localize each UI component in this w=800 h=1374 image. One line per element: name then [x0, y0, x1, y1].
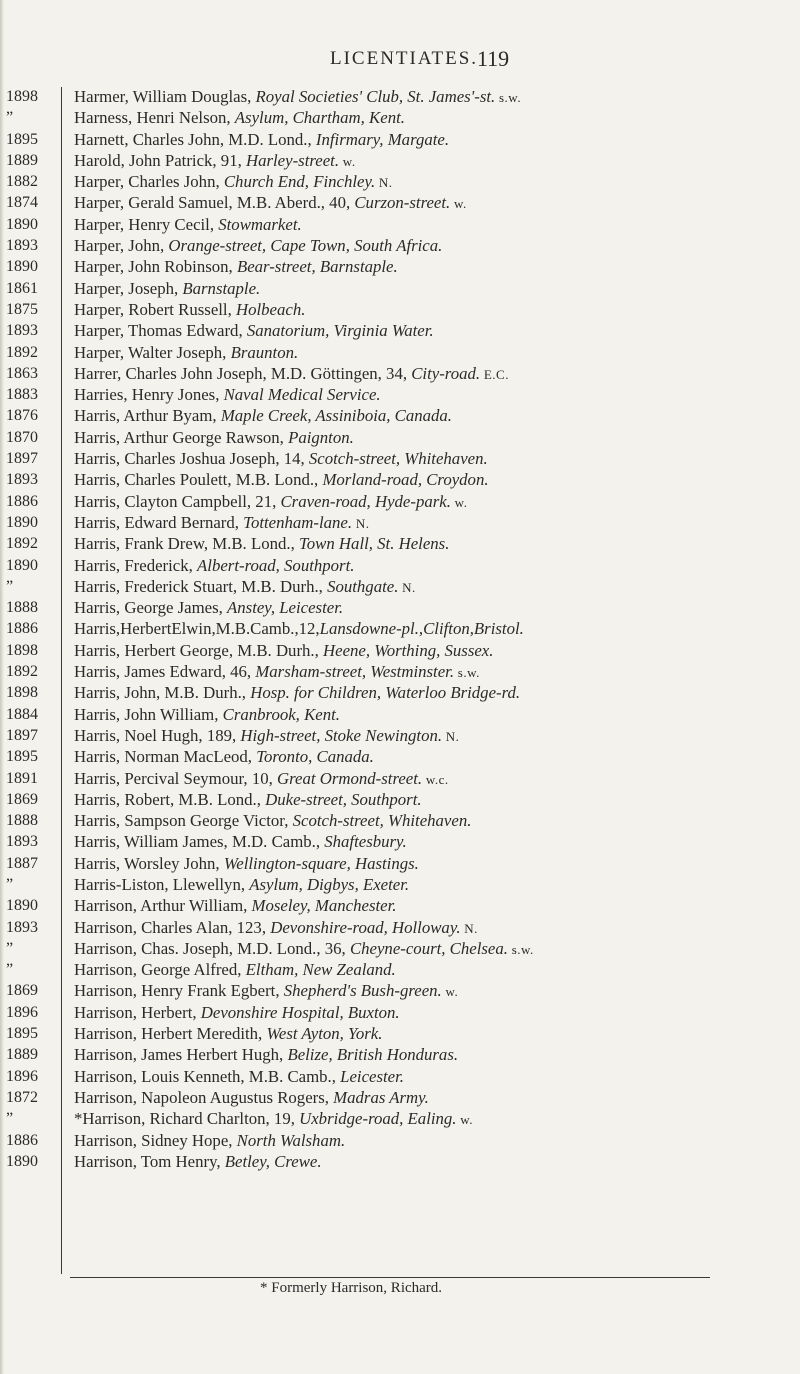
entry-year: 1883: [6, 386, 38, 404]
list-item: [74, 959, 789, 980]
entry-district: w.: [450, 196, 467, 212]
entry-location: Stowmarket.: [218, 214, 302, 234]
list-item: [74, 640, 789, 661]
list-item: [74, 682, 789, 703]
entry-year: 1874: [6, 194, 38, 212]
entry-name: Harrer, Charles John Joseph, M.D. Göttingen, 34,: [74, 363, 412, 383]
list-item: [74, 363, 789, 384]
list-item: [74, 810, 789, 831]
list-item: [74, 1151, 789, 1172]
entry-name: Harris, Noel Hugh, 189,: [74, 725, 241, 745]
entry-year: 1888: [6, 599, 38, 617]
entry-location: Eltham, New Zealand.: [245, 960, 396, 980]
list-item: [74, 214, 789, 235]
entry-location: Madras Army.: [333, 1087, 429, 1107]
entry-year: 1872: [6, 1088, 38, 1106]
entry-location: Harley-street.: [245, 150, 340, 170]
entry-year: ”: [6, 875, 14, 893]
entry-district: N.: [460, 920, 478, 936]
entry-district: w.: [450, 494, 468, 510]
column-divider: [61, 87, 62, 1274]
list-item: [74, 1108, 789, 1129]
list-item: [74, 533, 789, 554]
entry-year: ”: [6, 109, 14, 127]
list-item: [74, 1002, 789, 1023]
entry-district: N.: [442, 728, 460, 744]
list-item: [74, 597, 789, 618]
entry-location: City-road.: [411, 363, 481, 383]
entry-district: E.C.: [480, 366, 509, 382]
entry-name: Harries, Henry Jones,: [74, 385, 224, 405]
entry-name: Harris, Frederick Stuart, M.B. Durh.,: [74, 576, 328, 596]
entry-name: Harrison, Chas. Joseph, M.D. Lond., 36,: [74, 938, 350, 958]
entry-name: Harrison, George Alfred,: [74, 960, 246, 980]
entry-location: Orange-street, Cape Town, South Africa.: [168, 236, 443, 256]
entry-location: Great Ormond-street.: [277, 768, 423, 788]
entry-district: w.: [339, 153, 356, 169]
entry-name: Harrison, Henry Frank Egbert,: [74, 981, 284, 1001]
list-item: [74, 512, 789, 533]
entry-year: 1876: [6, 407, 38, 425]
entry-location: Belize, British Honduras.: [287, 1045, 459, 1065]
list-item: [74, 1023, 789, 1044]
entry-year: 1875: [6, 300, 38, 318]
entry-location: North Walsham.: [236, 1130, 346, 1150]
entry-location: High-street, Stoke Newington.: [240, 725, 443, 745]
list-item: [74, 725, 789, 746]
list-item: [74, 874, 789, 895]
entry-district: s.w.: [495, 90, 522, 105]
entry-year: 1870: [6, 428, 38, 446]
entry-name: Harris, Sampson George Victor,: [74, 811, 293, 831]
entry-year: ”: [6, 939, 14, 957]
entry-district: w.: [441, 984, 459, 1000]
entry-name: Harris, Percival Seymour, 10,: [74, 768, 277, 788]
entry-location: Sanatorium, Virginia Water.: [246, 321, 434, 341]
entry-year: 1863: [6, 364, 38, 382]
entry-name: Harper, Gerald Samuel, M.B. Aberd., 40,: [74, 193, 355, 213]
list-item: [74, 768, 789, 789]
list-item: [74, 661, 789, 682]
list-item: [74, 789, 789, 810]
entry-location: Shepherd's Bush-green.: [283, 981, 442, 1001]
footnote-divider: [70, 1277, 710, 1278]
list-item: [74, 1044, 789, 1065]
entry-district: w.: [456, 1112, 474, 1128]
list-item: [74, 938, 789, 959]
entry-location: Church End, Finchley.: [223, 172, 376, 192]
entry-name: Harmer, William Douglas,: [74, 87, 256, 106]
entry-location: Betley, Crewe.: [224, 1151, 322, 1171]
entry-location: Devonshire Hospital, Buxton.: [200, 1002, 400, 1022]
entry-year: 1869: [6, 790, 38, 808]
entry-year: 1884: [6, 705, 38, 723]
entry-location: Paignton.: [288, 427, 354, 447]
entry-name: Harrison, Sidney Hope,: [74, 1130, 237, 1150]
entry-year: 1891: [6, 769, 38, 787]
list-item: [74, 384, 789, 405]
entry-location: Shaftesbury.: [324, 832, 407, 852]
entry-year: 1890: [6, 215, 38, 233]
entry-name: Harris, John, M.B. Durh.,: [74, 683, 251, 703]
entry-year: 1895: [6, 1025, 38, 1043]
page-header: [0, 40, 800, 70]
entry-name: Harris, Clayton Campbell, 21,: [74, 491, 281, 511]
entry-district: N.: [352, 515, 370, 531]
entry-name: Harris, Worsley John,: [74, 853, 224, 873]
list-item: [74, 427, 789, 448]
page-title: LICENTIATES.: [330, 48, 479, 69]
list-item: [74, 299, 789, 320]
page-number: 119: [477, 46, 510, 71]
list-item: [74, 448, 789, 469]
entry-location: Heene, Worthing, Sussex.: [323, 640, 494, 660]
entry-year: 1886: [6, 1131, 38, 1149]
entry-name: *Harrison, Richard Charlton, 19,: [74, 1109, 300, 1129]
entry-year: 1893: [6, 237, 38, 255]
list-item: [74, 320, 789, 341]
list-item: [74, 746, 789, 767]
entry-year: 1897: [6, 726, 38, 744]
entry-location: Barnstaple.: [182, 278, 261, 298]
list-item: [74, 192, 789, 213]
entry-name: Harris,HerbertElwin,M.B.Camb.,12,: [74, 619, 320, 639]
entry-name: Harrison, Charles Alan, 123,: [74, 917, 271, 937]
entry-name: Harris, John William,: [74, 704, 223, 724]
list-item: [74, 107, 789, 128]
entry-location: Scotch-street, Whitehaven.: [308, 449, 488, 469]
entry-year: 1893: [6, 322, 38, 340]
entry-location: Southgate.: [327, 576, 399, 596]
entry-district: N.: [398, 579, 416, 595]
list-item: [74, 342, 789, 363]
entry-name: Harris, Arthur Byam,: [74, 406, 221, 426]
entry-year: 1890: [6, 513, 38, 531]
entry-name: Harnett, Charles John, M.D. Lond.,: [74, 129, 316, 149]
entry-location: Leicester.: [340, 1066, 404, 1086]
entry-location: Cranbrook, Kent.: [222, 704, 340, 724]
entry-year: 1896: [6, 1003, 38, 1021]
entry-year: 1890: [6, 897, 38, 915]
entry-year: 1890: [6, 258, 38, 276]
list-item: [74, 704, 789, 725]
entry-name: Harrison, Herbert Meredith,: [74, 1024, 267, 1044]
entry-district: s.w.: [507, 941, 534, 957]
entry-year: 1886: [6, 492, 38, 510]
entry-year: 1896: [6, 1067, 38, 1085]
entry-year: 1897: [6, 450, 38, 468]
entry-name: Harrison, Herbert,: [74, 1002, 201, 1022]
entry-location: Duke-street, Southport.: [265, 789, 422, 809]
list-item: [74, 1066, 789, 1087]
entry-location: Braunton.: [230, 342, 299, 362]
entry-location: Moseley, Manchester.: [251, 896, 397, 916]
entry-location: Bear-street, Barnstaple.: [236, 257, 398, 277]
list-item: [74, 405, 789, 426]
entry-year: 1869: [6, 982, 38, 1000]
entry-location: Anstey, Leicester.: [227, 598, 344, 618]
list-item: [74, 171, 789, 192]
entry-location: Lansdowne-pl.,Clifton,Bristol.: [319, 619, 524, 639]
entry-name: Harris, Robert, M.B. Lond.,: [74, 789, 266, 809]
entry-location: Devonshire-road, Holloway.: [270, 917, 461, 937]
entry-year: 1888: [6, 812, 38, 830]
entry-location: Wellington-square, Hastings.: [223, 853, 419, 873]
entry-name: Harris, George James,: [74, 598, 228, 618]
entry-location: Craven-road, Hyde-park.: [280, 491, 451, 511]
list-item: [74, 853, 789, 874]
entry-year: 1893: [6, 833, 38, 851]
list-item: [74, 129, 789, 150]
entry-name: Harris, Charles Joshua Joseph, 14,: [74, 449, 309, 469]
entry-location: Hosp. for Children, Waterloo Bridge-rd.: [250, 683, 521, 703]
entry-name: Harris, Norman MacLeod,: [74, 747, 257, 767]
entry-name: Harris, Herbert George, M.B. Durh.,: [74, 640, 324, 660]
entry-location: Albert-road, Southport.: [197, 555, 355, 575]
entry-location: Cheyne-court, Chelsea.: [349, 938, 508, 958]
list-item: [74, 555, 789, 576]
entry-year: 1886: [6, 620, 38, 638]
entry-year: 1890: [6, 1152, 38, 1170]
entry-name: Harris, William James, M.D. Camb.,: [74, 832, 325, 852]
entry-location: Royal Societies' Club, St. James'-st.: [255, 87, 496, 106]
entry-year: 1892: [6, 663, 38, 681]
entry-name: Harrison, Louis Kenneth, M.B. Camb.,: [74, 1066, 341, 1086]
list-item: [74, 980, 789, 1001]
entry-name: Harris, Charles Poulett, M.B. Lond.,: [74, 470, 323, 490]
list-item: [74, 86, 789, 107]
entry-year: 1889: [6, 151, 38, 169]
entry-location: Holbeach.: [235, 299, 306, 319]
list-item: [74, 150, 789, 171]
entry-location: Town Hall, St. Helens.: [298, 534, 450, 554]
entry-year: ”: [6, 961, 14, 979]
entry-name: Harper, Thomas Edward,: [74, 321, 247, 341]
entry-year: 1893: [6, 918, 38, 936]
entry-location: Infirmary, Margate.: [315, 129, 450, 149]
list-item: [74, 576, 789, 597]
entry-year: 1887: [6, 854, 38, 872]
entry-location: Naval Medical Service.: [223, 385, 381, 405]
entry-name: Harrison, Napoleon Augustus Rogers,: [74, 1087, 334, 1107]
year-column: [6, 86, 60, 1172]
entry-year: 1890: [6, 556, 38, 574]
list-item: [74, 1130, 789, 1151]
entry-year: 1861: [6, 279, 38, 297]
footnote: * Formerly Harrison, Richard.: [260, 1280, 443, 1296]
entry-list: [74, 86, 789, 1172]
entry-name: Harrison, James Herbert Hugh,: [74, 1045, 288, 1065]
entry-name: Harper, John,: [74, 236, 169, 256]
entry-year: 1895: [6, 130, 38, 148]
entry-district: N.: [375, 175, 393, 191]
entry-year: ”: [6, 577, 14, 595]
entry-name: Harrison, Arthur William,: [74, 896, 252, 916]
entry-year: 1892: [6, 343, 38, 361]
entry-name: Harris, Arthur George Rawson,: [74, 427, 289, 447]
entry-name: Harness, Henri Nelson,: [74, 108, 235, 128]
entry-year: 1895: [6, 748, 38, 766]
entry-name: Harper, John Robinson,: [74, 257, 237, 277]
entry-location: Asylum, Digbys, Exeter.: [249, 874, 410, 894]
entry-name: Harper, Robert Russell,: [74, 299, 236, 319]
entry-location: Morland-road, Croydon.: [322, 470, 489, 490]
entry-name: Harrison, Tom Henry,: [74, 1151, 225, 1171]
entry-name: Harris, Edward Bernard,: [74, 512, 244, 532]
entry-name: Harris-Liston, Llewellyn,: [74, 874, 250, 894]
list-item: [74, 831, 789, 852]
entry-location: Scotch-street, Whitehaven.: [292, 811, 472, 831]
list-item: [74, 491, 789, 512]
entry-location: Maple Creek, Assiniboia, Canada.: [220, 406, 453, 426]
entry-name: Harris, James Edward, 46,: [74, 662, 256, 682]
entry-name: Harper, Charles John,: [74, 172, 224, 192]
entry-year: 1893: [6, 471, 38, 489]
entry-location: Toronto, Canada.: [256, 747, 374, 767]
entry-location: West Ayton, York.: [266, 1024, 383, 1044]
entry-location: Curzon-street.: [354, 193, 451, 213]
entry-year: 1898: [6, 641, 38, 659]
entry-year: ”: [6, 1110, 14, 1128]
entry-name: Harper, Walter Joseph,: [74, 342, 231, 362]
entry-name: Harper, Joseph,: [74, 278, 183, 298]
entry-name: Harold, John Patrick, 91,: [74, 150, 246, 170]
entry-district: w.c.: [422, 771, 449, 787]
entry-name: Harris, Frank Drew, M.B. Lond.,: [74, 534, 299, 554]
list-item: [74, 1087, 789, 1108]
entry-district: s.w.: [454, 665, 480, 681]
entry-year: 1898: [6, 88, 38, 105]
entry-year: 1892: [6, 535, 38, 553]
entry-year: 1882: [6, 173, 38, 191]
entry-location: Asylum, Chartham, Kent.: [234, 108, 405, 128]
entry-name: Harris, Frederick,: [74, 555, 198, 575]
list-item: [74, 917, 789, 938]
list-item: [74, 235, 789, 256]
entry-location: Marsham-street, Westminster.: [255, 662, 455, 682]
list-item: [74, 895, 789, 916]
entry-location: Tottenham-lane.: [243, 512, 353, 532]
list-item: [74, 278, 789, 299]
entry-year: 1889: [6, 1046, 38, 1064]
entry-year: 1898: [6, 684, 38, 702]
list-item: [74, 469, 789, 490]
entry-location: Uxbridge-road, Ealing.: [299, 1109, 457, 1129]
list-item: [74, 618, 789, 639]
entry-name: Harper, Henry Cecil,: [74, 214, 219, 234]
list-item: [74, 256, 789, 277]
page-edge-shadow: [0, 0, 4, 1374]
